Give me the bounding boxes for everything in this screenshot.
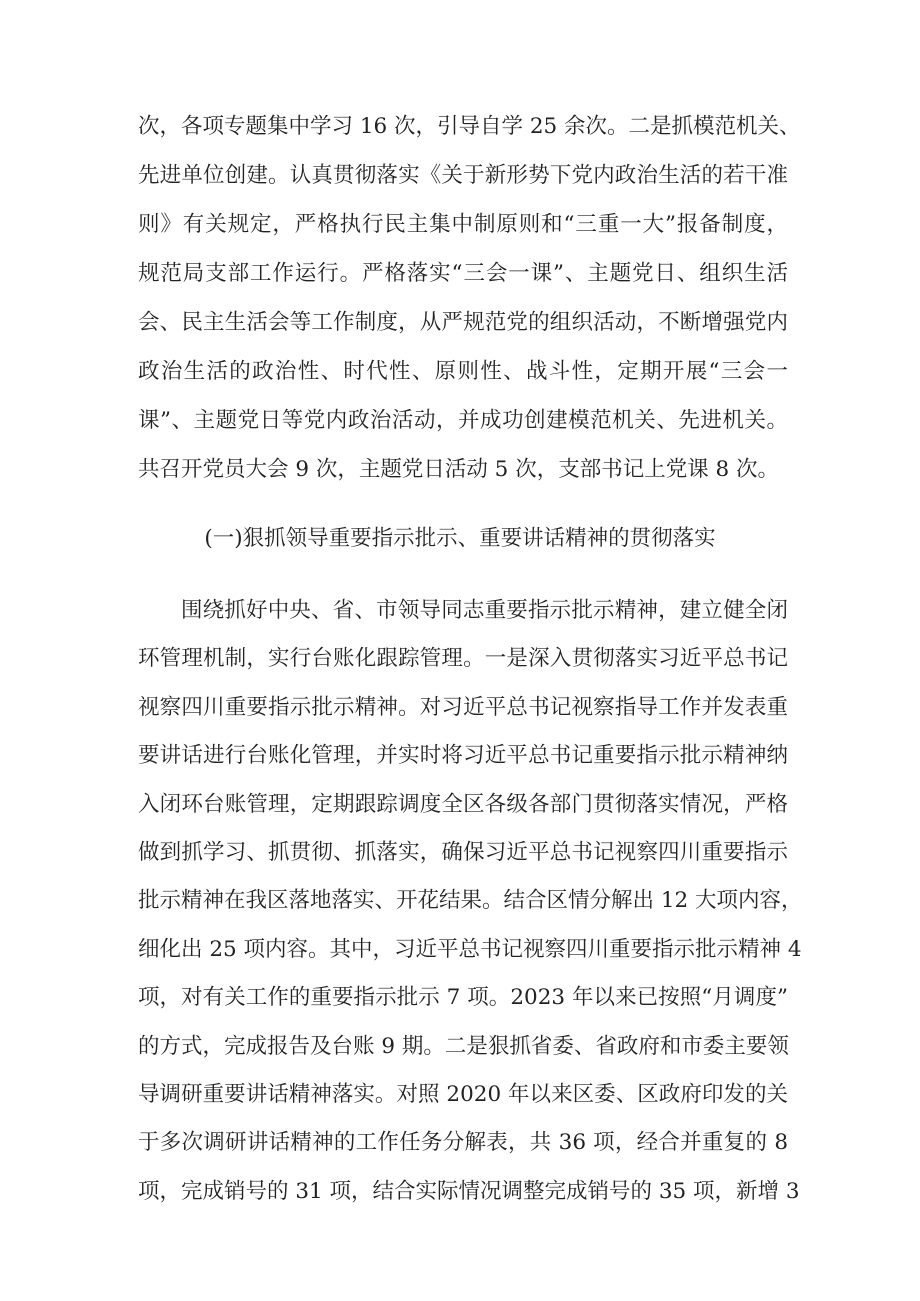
text-line: 项，完成销号的 31 项，结合实际情况调整完成销号的 35 项，新增 3 xyxy=(138,1178,800,1204)
text-line: 环管理机制，实行台账化跟踪管理。一是深入贯彻落实习近平总书记 xyxy=(138,646,788,672)
text-line: 导调研重要讲话精神落实。对照 2020 年以来区委、区政府印发的关 xyxy=(138,1082,788,1107)
text-line: 于多次调研讲话精神的工作任务分解表，共 36 项，经合并重复的 8 xyxy=(138,1130,788,1156)
text-line: 批示精神在我区落地落实、开花结果。结合区情分解出 12 大项内容， xyxy=(138,888,803,914)
text-line: 课”、主题党日等党内政治活动，并成功创建模范机关、先进机关。 xyxy=(138,408,788,433)
text-line: 会、民主生活会等工作制度，从严规范党的组织活动，不断增强党内 xyxy=(138,310,788,335)
text-line: 入闭环台账管理，定期跟踪调度全区各级各部门贯彻落实情况，严格 xyxy=(138,791,788,817)
text-line: 的方式，完成报告及台账 9 期。二是狠抓省委、省政府和市委主要领 xyxy=(138,1033,789,1059)
text-line: 围绕抓好中央、省、市领导同志重要指示批示精神，建立健全闭 xyxy=(181,598,788,623)
text-line: 要讲话进行台账化管理，并实时将习近平总书记重要指示批示精神纳 xyxy=(138,743,788,769)
text-line: 项，对有关工作的重要指示批示 7 项。2023 年以来已按照“月调度” xyxy=(138,985,788,1011)
text-line: 则》有关规定，严格执行民主集中制原则和“三重一大”报备制度， xyxy=(138,212,788,237)
text-line: 共召开党员大会 9 次，主题党日活动 5 次，支部书记上党课 8 次。 xyxy=(138,457,780,482)
text-line: 先进单位创建。认真贯彻落实《关于新形势下党内政治生活的若干准 xyxy=(138,163,788,188)
text-line: 政治生活的政治性、时代性、原则性、战斗性，定期开展“三会一 xyxy=(138,359,788,384)
section-heading: (一)狠抓领导重要指示批示、重要讲话精神的贯彻落实 xyxy=(204,526,716,551)
text-line: 次，各项专题集中学习 16 次，引导自学 25 余次。二是抓模范机关、 xyxy=(138,114,801,139)
text-line: 规范局支部工作运行。严格落实“三会一课”、主题党日、组织生活 xyxy=(138,261,788,286)
text-line: 视察四川重要指示批示精神。对习近平总书记视察指导工作并发表重 xyxy=(138,694,788,720)
text-line: 细化出 25 项内容。其中，习近平总书记视察四川重要指示批示精神 4 xyxy=(138,936,802,962)
text-line: 做到抓学习、抓贯彻、抓落实，确保习近平总书记视察四川重要指示 xyxy=(138,840,788,865)
